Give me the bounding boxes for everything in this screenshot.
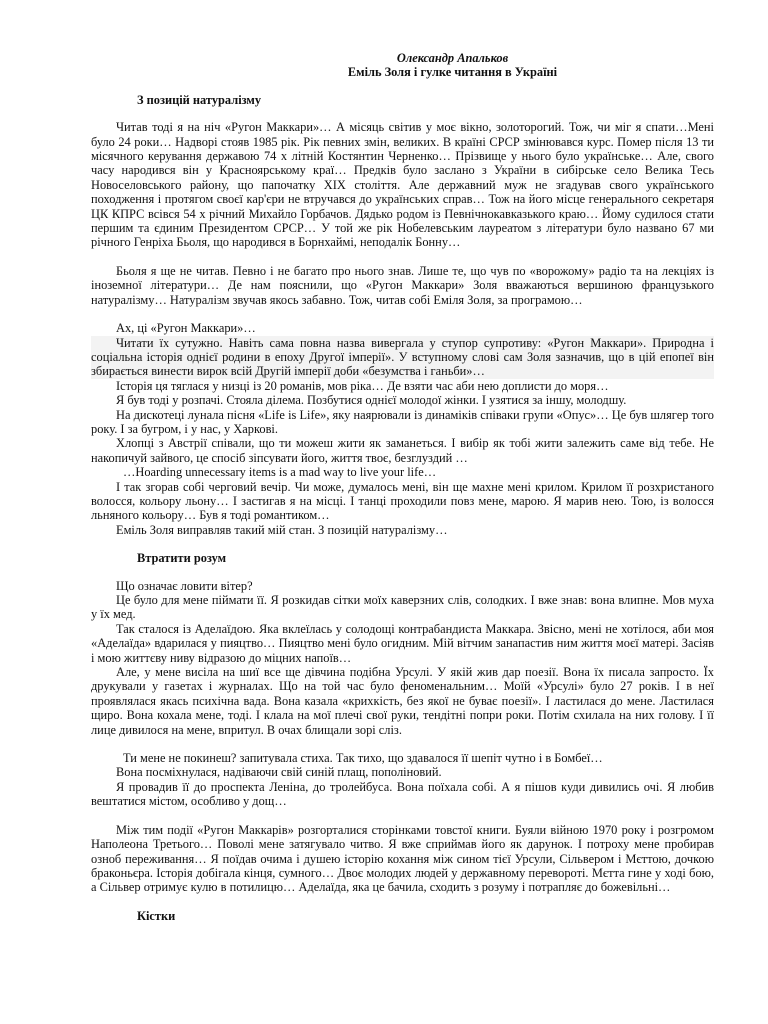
author-name: Олександр Апальков bbox=[396, 51, 509, 65]
highlighted-paragraph: Читати їх сутужно. Навіть сама повна назва вивергала у ступор супротиву: «Ругон Маккари». Природна і соціальна історія однієї родини в епоху Другої імперії». У вступному слові сам Золя зазначив, що в цій епопеї він збирається винести вирок всій Другій імперії доби «безумства і ганьби»… bbox=[91, 335, 714, 379]
paragraph: Ах, ці «Ругон Маккари»… bbox=[116, 321, 256, 336]
paragraph: Хлопці з Австрії співали, що ти можеш жити як заманеться. І вибір як тобі жити залежить саме від тебе. Не накопичуй зайвого, це спосіб зіпсувати його, життя твоє, безглуздий … bbox=[91, 436, 714, 465]
paragraph: На дискотеці лунала пісня «Life is Life», яку наярювали із динаміків співаки групи «Опус»… Це був шлягер того року. І за бугром, і у нас, у Харкові. bbox=[91, 407, 714, 436]
section-heading: Втратити розум bbox=[137, 551, 227, 566]
paragraph: Так сталося із Аделаїдою. Яка вклеїлась у солодощі контрабандиста Маккара. Звісно, мені не хотілося, аби моя «Аделаїда» вдарилася у пияцтво… Пияцтво мені було огидним. Мій вітчим занапастив ним життя моєї матері. Засіяв і мою життєву ниву відразою до міцних напоїв… bbox=[91, 621, 714, 665]
paragraph: Я провадив її до проспекта Леніна, до тролейбуса. Вона поїхала собі. А я пішов куди дивились очі. Я любив вештатися містом, особливо у дощ… bbox=[91, 779, 714, 809]
section-heading: Кістки bbox=[137, 908, 176, 923]
paragraph: Читав тоді я на ніч «Ругон Маккари»… А місяць світив у моє вікно, золоторогий. Тож, чи міг я спати…Мені було 24 роки… Надворі стояв 1985 рік. Рік певних змін, великих. В країні СРСР змінювався курс. Помер після 13 ти місячного керування державою 74 х літній Костянтин Черненко… Прізвище у нього було українське… Але, свого часу народився він у Красноярському краї… Предків було заслано з України в сибірське село Велика Тесь Новоселовського району, що папочатку XIX століття. Але державний муж не згадував свого українського походження і протягом своєї кар'єри не втручався до українських справ… Тож на його місце генерального секретаря ЦК КПРС всівся 54 х річний Михайло Горбачов. Дядько родом із Певнічнокавказького краю… Йому судилося стати першим та єдиним Президентом СРСР… У той же рік Нобелевським лауреатом з літератури було названо 67 ми річного Генріха Бьоля, що народився в Борнхаймі, неподалік Бонну… bbox=[91, 120, 714, 250]
paragraph-gap bbox=[91, 809, 714, 823]
paragraph: Історія ця тяглася у низці із 20 романів, мов ріка… Де взяти час аби нею доплисти до моря… bbox=[116, 378, 609, 393]
section-heading: З позицій натуралізму bbox=[137, 92, 262, 107]
paragraph-gap bbox=[91, 307, 714, 321]
paragraph: І так згорав собі черговий вечір. Чи може, думалось мені, він ще махне мені крилом. Крилом її розхристаного волосся, кольору льону… І застигав я на місці. І танці проходили повз мене, марою. Я марив нею. Тою, із волосся льняного кольору… Був я тоді романтиком… bbox=[91, 479, 714, 523]
paragraph: Еміль Золя виправляв такий мій стан. З позицій натуралізму… bbox=[116, 522, 448, 537]
paragraph: Бьоля я ще не читав. Певно і не багато про нього знав. Лише те, що чув по «ворожому» радіо та на лекціях із іноземної літератури… Де нам пояснили, що «Ругон Маккари» Золя вважаються вершиною французького натуралізму… Натуралізм звучав якось забавно. Тож, читав собі Еміля Золя, за програмою… bbox=[91, 263, 714, 307]
paragraph: Ти мене не покинеш? запитувала стиха. Так тихо, що здавалося її шепіт чутно і в Бомбеї… bbox=[123, 751, 603, 766]
paragraph: Між тим події «Ругон Маккарів» розгорталися сторінками товстої книги. Буяли війною 1970 року і розгромом Наполеона Третього… Поволі мене затягувало читво. Я вже сприймав його як дарунок. І потроху мене пробирав озноб переживання… Я поїдав очима і душею історію кохання між сином тієї Урсули, Сільвером і Мєттою, дочкою браконьєра. Історія добігала кінця, сумного… Двоє молодих людей у державному перевороті. Мєтта гине у ході бою, а Сільвер отримує кулю в потилицю… Аделаїда, яка це бачила, сходить з розуму і потрапляє до божевільні… bbox=[91, 822, 714, 895]
paragraph: Це було для мене піймати її. Я розкидав сітки моїх каверзних слів, солодких. І вже знав: вона влипне. Мов муха у їх мед. bbox=[91, 593, 714, 622]
document-page bbox=[91, 51, 714, 936]
paragraph-gap bbox=[91, 737, 714, 751]
quote-line: …Hoarding unnecessary items is a mad way to live your life… bbox=[123, 465, 437, 480]
paragraph: Але, у мене висіла на шиї все ще дівчина подібна Урсулі. У якій жив дар поезії. Вона їх писала запросто. Їх друкували у газетах і журналах. Що на той час було феноменальним… Моїй «Урсулі» було 27 років. І в неї проявлялася якась психічна вада. Вона казала «крихкість, без якої не буває поезії». І ластилася до мене. Ластилася щиро. Вона кохала мене, тоді. І клала на мої плечі свої руки, тендітні попри роки. Потім схилала на них голову. І її лице дивилося на мене, впритул. В очах блищали зорі сліз. bbox=[91, 665, 714, 737]
document-title: Еміль Золя і гулке читання в Україні bbox=[347, 65, 558, 80]
paragraph: Вона посміхнулася, надіваючи свій синій плащ, пополіновий. bbox=[116, 765, 442, 780]
paragraph: Що означає ловити вітер? bbox=[116, 578, 253, 593]
paragraph: Я був тоді у розпачі. Стояла ділема. Позбутися однієї молодої жінки. І узятися за іншу, молодшу. bbox=[116, 393, 627, 408]
paragraph-gap bbox=[91, 250, 714, 264]
